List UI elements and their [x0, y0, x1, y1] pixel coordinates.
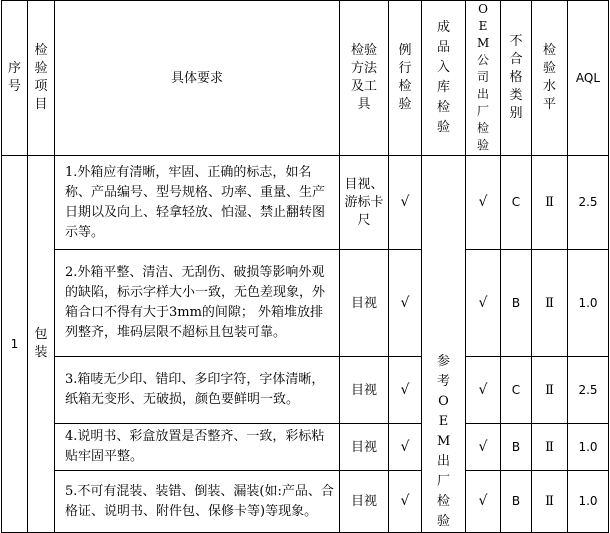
requirement-cell: 1.外箱应有清晰，牢固、正确的标志，如名称、产品编号、型号规格、功率、重量、生产日期以及向上、轻拿轻放、怕湿、禁止翻转图示等。: [55, 156, 340, 250]
routine-check-cell: √: [389, 357, 422, 424]
routine-check-cell: √: [389, 250, 422, 357]
table-row: [2, 424, 609, 471]
method-cell: 目视: [340, 357, 389, 424]
requirement-cell: 2.外箱平整、清洁、无刮伤、破损等影响外观的缺陷，标示字样大小一致，无色差现象，外箱合口不得有大于3mm的间隙； 外箱堆放排列整齐，堆码层限不超标且包装可靠。: [55, 250, 340, 357]
aql-cell: 2.5: [568, 357, 609, 424]
group-seq: 1: [2, 156, 28, 533]
warehouse-note-cell: 参考OEM出厂检验: [422, 156, 466, 533]
level-cell: Ⅱ: [532, 250, 568, 357]
defect-cell: B: [501, 471, 532, 533]
aql-cell: 1.0: [568, 250, 609, 357]
defect-cell: B: [501, 424, 532, 471]
requirement-cell: 5.不可有混装、装错、倒装、漏装(如:产品、合格证、说明书、附件包、保修卡等)等现象。: [55, 471, 340, 533]
header-method: 检验方法及工具: [340, 1, 389, 156]
oem-check-cell: √: [466, 250, 501, 357]
routine-check-cell: √: [389, 471, 422, 533]
header-defect: 不合格类别: [501, 1, 532, 156]
level-cell: Ⅱ: [532, 357, 568, 424]
header-routine: 例行检验: [389, 1, 422, 156]
oem-check-cell: √: [466, 424, 501, 471]
requirement-cell: 4.说明书、彩盒放置是否整齐、一致，彩标粘贴牢固平整。: [55, 424, 340, 471]
table-row: [2, 357, 609, 424]
level-cell: Ⅱ: [532, 156, 568, 250]
header-warehouse: 成品入库检验: [422, 1, 466, 156]
inspection-table: [1, 0, 609, 533]
header-item: 检验项目: [28, 1, 55, 156]
group-item: 包装: [28, 156, 55, 533]
aql-cell: 1.0: [568, 471, 609, 533]
header-aql: AQL: [568, 1, 609, 156]
method-cell: 目视: [340, 424, 389, 471]
aql-cell: 1.0: [568, 424, 609, 471]
table-row: [2, 156, 609, 250]
level-cell: Ⅱ: [532, 471, 568, 533]
oem-check-cell: √: [466, 471, 501, 533]
level-cell: Ⅱ: [532, 424, 568, 471]
header-oem: OEM公司出厂检验: [466, 1, 501, 156]
defect-cell: B: [501, 250, 532, 357]
oem-check-cell: √: [466, 357, 501, 424]
routine-check-cell: √: [389, 424, 422, 471]
aql-cell: 2.5: [568, 156, 609, 250]
method-cell: 目视: [340, 471, 389, 533]
table-row: [2, 471, 609, 533]
header-seq: 序号: [2, 1, 28, 156]
header-requirement: 具体要求: [55, 1, 340, 156]
defect-cell: C: [501, 156, 532, 250]
header-row: [2, 1, 609, 156]
routine-check-cell: √: [389, 156, 422, 250]
table-row: [2, 250, 609, 357]
requirement-cell: 3.箱唛无少印、错印、多印字符，字体清晰，纸箱无变形、无破损，颜色要鲜明一致。: [55, 357, 340, 424]
method-cell: 目视: [340, 250, 389, 357]
header-level: 检验水平: [532, 1, 568, 156]
oem-check-cell: √: [466, 156, 501, 250]
defect-cell: C: [501, 357, 532, 424]
method-cell: 目视、游标卡尺: [340, 156, 389, 250]
